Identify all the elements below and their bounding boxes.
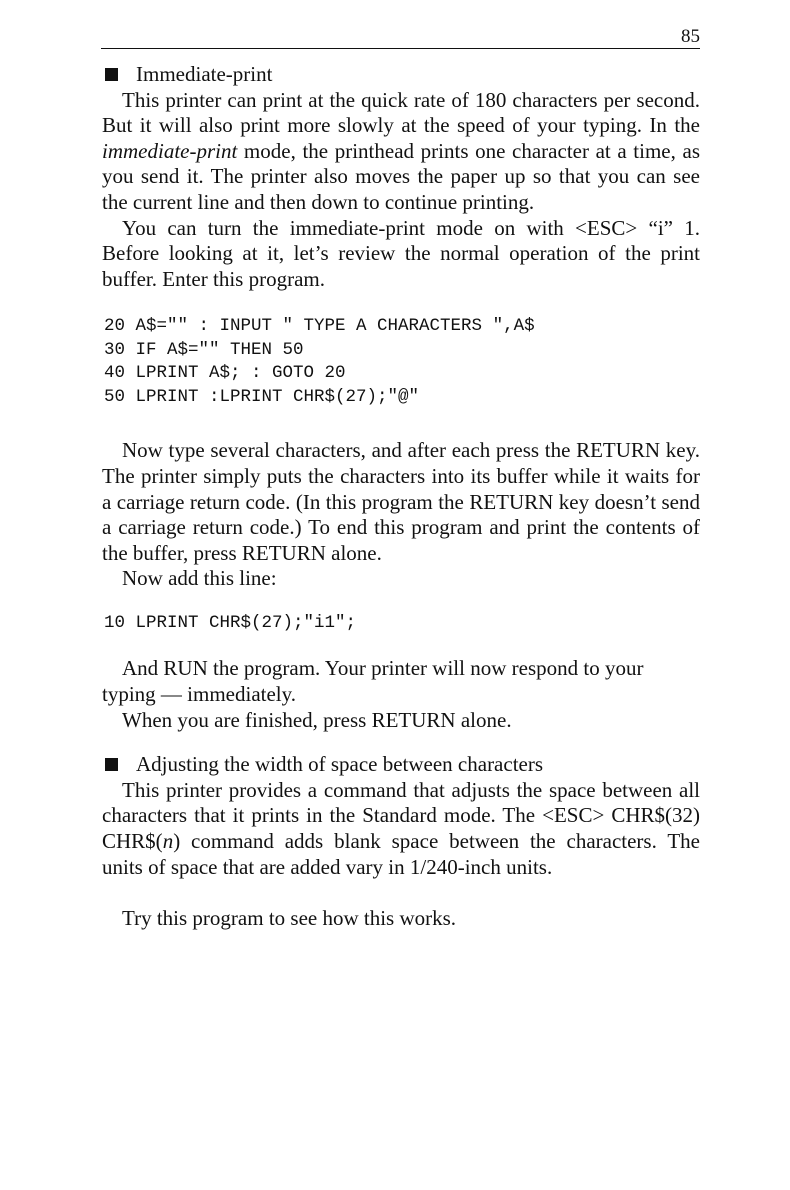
section-heading-text: Immediate-print <box>136 62 273 86</box>
paragraph <box>102 778 700 880</box>
code-block <box>102 612 700 636</box>
header-rule <box>101 48 700 49</box>
bullet-square-icon <box>105 68 118 81</box>
emphasis-text: immediate-print <box>102 138 238 163</box>
paragraph-text: This printer provides a command that adjusts the space between all characters that it prints in the Standard mode. The <ESC> CHR$(32) CHR$( <box>102 777 700 853</box>
bullet-square-icon <box>105 758 118 771</box>
paragraph-text: mode, the printhead prints one character at a time, as you send it. The printer also moves the paper up so that you can see the current line and then down to continue printing. <box>102 138 700 214</box>
code-line: 10 LPRINT CHR$(27);"i1"; <box>104 612 357 633</box>
section-heading-text: Adjusting the width of space between characters <box>136 752 544 777</box>
code-line: 30 IF A$="" THEN 50 <box>104 339 304 360</box>
code-line: 40 LPRINT A$; : GOTO 20 <box>104 363 346 384</box>
page-number: 85 <box>681 26 700 47</box>
code-line: 20 A$="" : INPUT " TYPE A CHARACTERS ",A$ <box>104 316 535 337</box>
paragraph-text: ) command adds blank space between the characters. The units of space that are added vary in 1/240-inch units. <box>102 828 700 879</box>
page-body <box>102 62 700 932</box>
paragraph: Now type several characters, and after each press the RETURN key. The printer simply puts the characters into its buffer while it waits for a carriage return code. (In this program the RETURN key doesn’t send a carriage return code.) To end this program and print the contents of the buffer, press RETURN alone. <box>102 438 700 565</box>
code-block <box>102 315 700 409</box>
code-line: 50 LPRINT :LPRINT CHR$(27);"@" <box>104 386 420 407</box>
paragraph <box>102 88 700 216</box>
paragraph: When you are finished, press RETURN alone. <box>122 707 512 732</box>
paragraph: Try this program to see how this works. <box>122 906 457 931</box>
paragraph: Now add this line: <box>122 566 277 591</box>
paragraph: And RUN the program. Your printer will now respond to your typing — immediately. <box>102 656 644 706</box>
paragraph: You can turn the immediate-print mode on with <ESC> “i” 1. Before looking at it, let’s review the normal operation of the print buffer. Enter this program. <box>102 215 700 291</box>
section-heading-immediate-print <box>102 62 700 88</box>
emphasis-text: n <box>162 828 174 853</box>
paragraph-text: This printer can print at the quick rate of 180 characters per second. But it will also print more slowly at the speed of your typing. In the <box>102 87 700 138</box>
section-heading-character-spacing <box>102 752 700 778</box>
